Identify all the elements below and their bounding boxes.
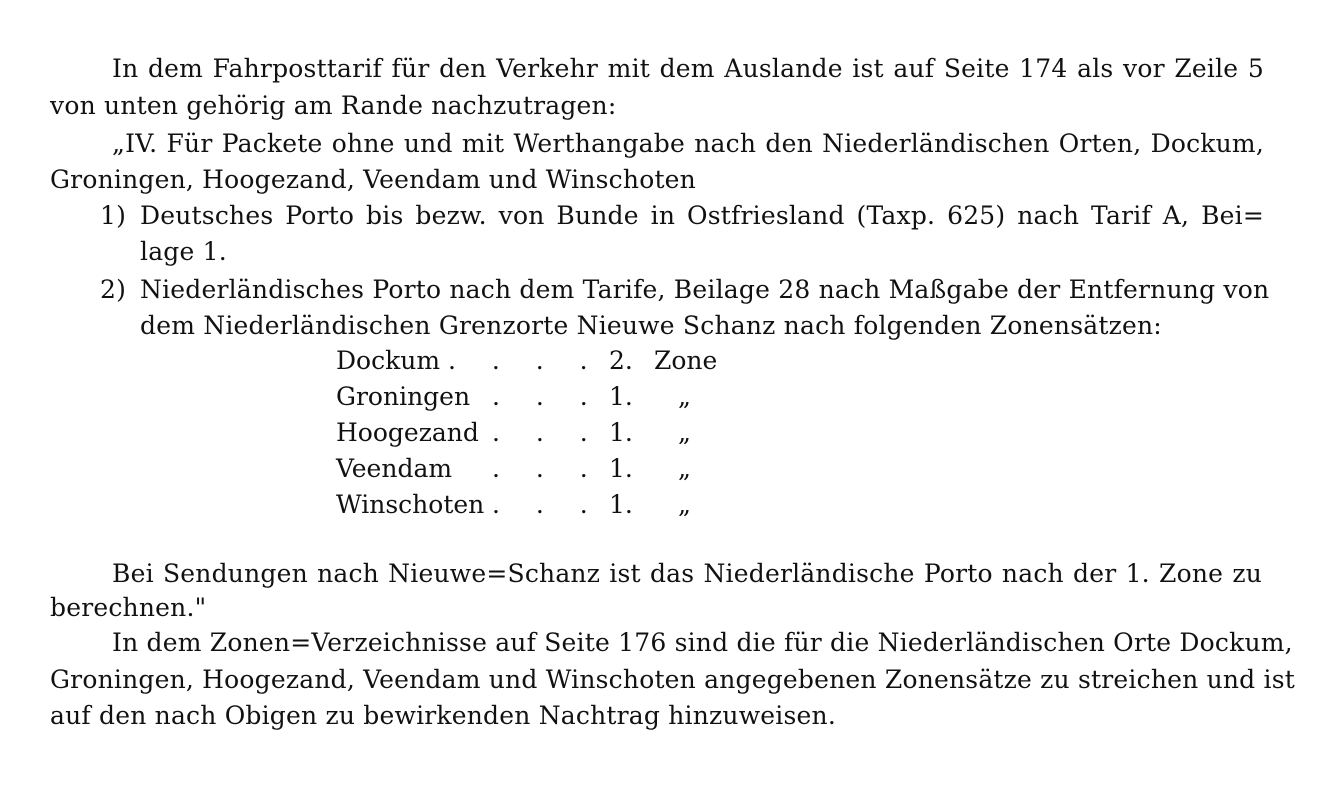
item-2-line-2: dem Niederländischen Grenzorte Nieuwe Schanz nach folgenden Zonensätzen: [140,311,1162,340]
zone-ditto-mark: „ [678,382,691,411]
paragraph-2-line-3: auf den nach Obigen zu bewirkenden Nachtrag hinzuweisen. [50,701,836,730]
zone-ditto-mark: „ [678,418,691,447]
zone-leader-dots: . . . [492,382,602,411]
zone-unit: Zone [654,346,718,375]
zone-place: Groningen [336,382,471,411]
item-2-line-1: Niederländisches Porto nach dem Tarife, Beilage 28 nach Maßgabe der Entfernung von [140,275,1270,304]
zone-leader-dots: . . . . [448,346,602,375]
paragraph-1-line-1: In dem Fahrposttarif für den Verkehr mit dem Auslande ist auf Seite 174 als vor Zeile 5 [112,54,1264,83]
zone-place: Winschoten [336,490,485,519]
zone-leader-dots: . . . [492,454,602,483]
paragraph-2-line-1: In dem Zonen=Verzeichnisse auf Seite 176 sind die für die Niederländischen Orte Dockum, [112,628,1293,657]
item-1-number: 1) [100,201,127,230]
note-line-1: Bei Sendungen nach Nieuwe=Schanz ist das Niederländische Porto nach der 1. Zone zu [112,559,1262,588]
zone-number: 1. [609,490,633,519]
section-iv-line-1: „IV. Für Packete ohne und mit Werthangabe nach den Niederländischen Orten, Dockum, [112,129,1264,158]
zone-number: 1. [609,382,633,411]
zone-place: Veendam [336,454,453,483]
zone-number: 2. [609,346,633,375]
zone-ditto-mark: „ [678,490,691,519]
paragraph-2-line-2: Groningen, Hoogezand, Veendam und Winschoten angegebenen Zonensätze zu streichen und ist [50,665,1295,694]
zone-number: 1. [609,454,633,483]
item-2-number: 2) [100,275,127,304]
item-1-line-2: lage 1. [140,237,227,266]
item-1-line-1: Deutsches Porto bis bezw. von Bunde in Ostfriesland (Taxp. 625) nach Tarif A, Bei= [140,201,1264,230]
zone-place: Dockum [336,346,441,375]
zone-ditto-mark: „ [678,454,691,483]
paragraph-1-line-2: von unten gehörig am Rande nachzutragen: [50,91,617,120]
section-iv-line-2: Groningen, Hoogezand, Veendam und Winschoten [50,165,696,194]
zone-leader-dots: . . . [492,490,602,519]
zone-leader-dots: . . . [492,418,602,447]
zone-number: 1. [609,418,633,447]
note-line-2: berechnen." [50,593,207,622]
zone-place: Hoogezand [336,418,479,447]
